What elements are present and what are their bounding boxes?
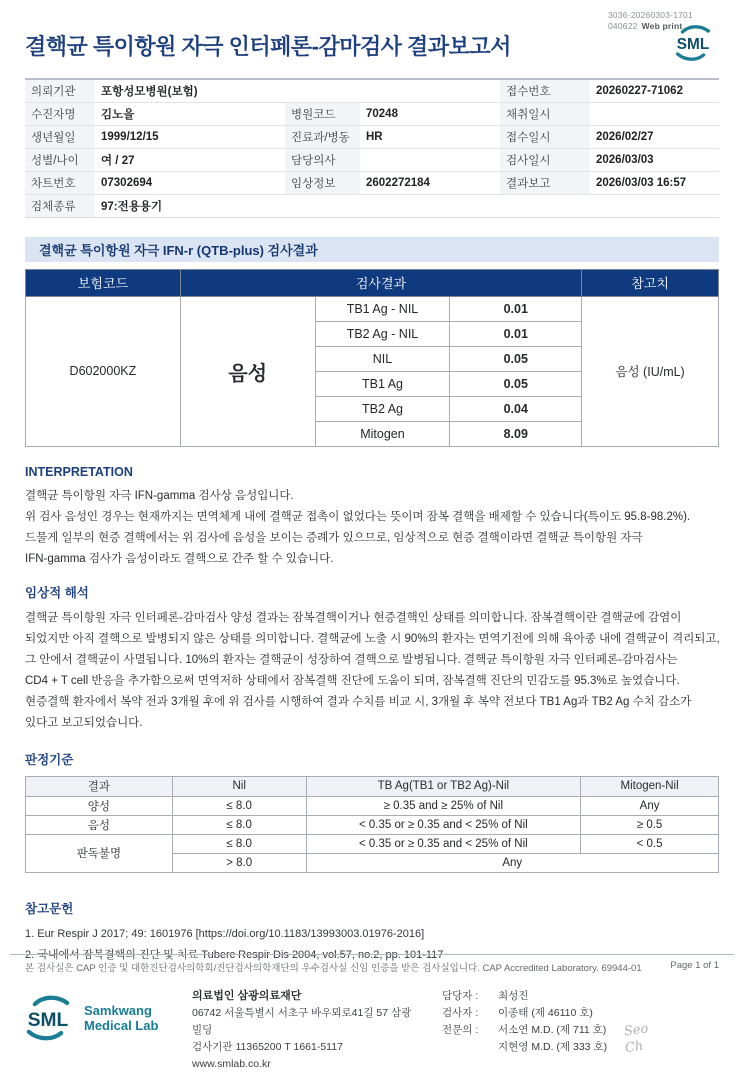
page-title: 결핵균 특이항원 자극 인터페론-감마검사 결과보고서 (25, 34, 511, 59)
criteria-header-result: 결과 (26, 776, 173, 796)
criteria-mitogen: ≥ 0.5 (581, 815, 719, 834)
result-header-reference: 참고치 (582, 269, 719, 296)
sub-test-value: 0.01 (450, 296, 582, 321)
report-footer (0, 954, 744, 1070)
info-value-clinical-info: 2602272184 (360, 171, 500, 194)
criteria-any: Any (306, 853, 718, 872)
staff-role (442, 1039, 490, 1056)
criteria-header-nil: Nil (172, 776, 306, 796)
info-label-hospital-code: 병원코드 (285, 102, 360, 125)
criteria-tbag: < 0.35 or ≥ 0.35 and < 25% of Nil (306, 834, 581, 853)
organization-contact: 검사기관 11365200 T 1661-5117 www.smlab.co.kr (192, 1041, 343, 1070)
info-label-patient-name: 수진자명 (25, 102, 95, 125)
paragraph-line: 드물게 일부의 현증 결핵에서는 위 검사에 음성을 보이는 증례가 있으므로, 임상적으로 현증 결핵이라면 결핵균 특이항원 자극 (25, 531, 643, 544)
reference-cell: 음성 (IU/mL) (582, 296, 719, 446)
sml-footer-logo-svg (18, 992, 78, 1044)
table-row (25, 79, 719, 102)
web-print-label: Web print (641, 21, 683, 31)
table-row (25, 125, 719, 148)
logo-top-arc (35, 998, 67, 1004)
staff-role: 담당자 : (442, 990, 479, 1002)
sub-test-value: 0.05 (450, 346, 582, 371)
criteria-nil: ≤ 8.0 (172, 796, 306, 815)
table-row (26, 796, 719, 815)
staff-row (442, 1022, 649, 1039)
info-value-collection-datetime (590, 102, 719, 125)
patient-info-table (25, 78, 719, 218)
sub-test-name: TB2 Ag (315, 396, 450, 421)
info-value-test-date: 2026/03/03 (590, 148, 719, 171)
logo-bottom-arc (678, 54, 704, 59)
info-label-report-datetime: 결과보고 (500, 171, 590, 194)
criteria-result-negative: 음성 (26, 815, 173, 834)
criteria-mitogen: < 0.5 (581, 834, 719, 853)
logo-text: SML (676, 36, 710, 54)
sml-logo-svg (669, 22, 717, 64)
staff-name: 최성진 (498, 990, 529, 1002)
footer-logo-name-line2: Medical Lab (84, 1018, 159, 1033)
sub-test-name: TB1 Ag - NIL (315, 296, 450, 321)
result-table-header-row (26, 269, 719, 296)
criteria-heading: 판정기준 (25, 752, 74, 767)
certification-text: 본 검사실은 CAP 인증 및 대한진단검사의학회/진단검사의학재단의 우수검사실 신임 인증을 받은 검사실입니다. CAP Accredited Laboratory. 69944-01 (25, 963, 642, 974)
paragraph-line: 결핵균 특이항원 자극 인터페론-감마검사 양성 결과는 잠복결핵이거나 현증결핵인 상태를 의미합니다. 잠복결핵이란 결핵균에 감염이 (25, 611, 682, 624)
document-number: 3036-20260303-1701 (608, 10, 693, 20)
paragraph-line: 현증결핵 환자에서 복약 전과 3개월 후에 위 검사를 시행하여 결과 수치를 비교 시, 3개월 후 복약 전보다 TB1 Ag과 TB2 Ag 수치 감소가 (25, 695, 692, 708)
info-label-birthdate: 생년월일 (25, 125, 95, 148)
organization-address: 06742 서울특별시 서초구 바우뫼로41길 57 삼광빌딩 (192, 1007, 412, 1036)
table-row (26, 815, 719, 834)
paragraph-line: 되었지만 아직 결핵으로 발병되지 않은 상태를 의미합니다. 결핵균에 노출 시 90%의 환자는 면역기전에 의해 육아종 내에 결핵균이 격리되고, (25, 632, 720, 645)
info-value-specimen-type: 97:전용용기 (95, 194, 719, 217)
footer-logo-name (84, 1003, 158, 1033)
staff-name: 지현영 M.D. (제 333 호) (498, 1041, 608, 1053)
print-code: 040622 (608, 21, 638, 31)
sml-logo-icon (669, 22, 717, 69)
info-value-chart-no: 07302694 (95, 171, 285, 194)
criteria-nil: > 8.0 (172, 853, 306, 872)
info-label-test-date: 검사일시 (500, 148, 590, 171)
sub-test-value: 8.09 (450, 421, 582, 446)
info-label-department: 진료과/병동 (285, 125, 360, 148)
info-value-doctor (360, 148, 500, 171)
doctor-signature: Ch (624, 1038, 645, 1057)
paragraph-line: 위 검사 음성인 경우는 현재까지는 면역체계 내에 결핵균 접촉이 없었다는 뜻이며 잠복 결핵을 배제할 수 있습니다(특이도 95.8-98.2%). (25, 510, 691, 523)
criteria-table (25, 776, 719, 873)
info-label-specimen-type: 검체종류 (25, 194, 95, 217)
interpretation-heading: INTERPRETATION (25, 464, 133, 479)
sub-test-value: 0.05 (450, 371, 582, 396)
footer-main (0, 974, 744, 1070)
staff-row (442, 1039, 649, 1056)
criteria-tbag: ≥ 0.35 and ≥ 25% of Nil (306, 796, 581, 815)
clinical-heading: 임상적 해석 (25, 585, 89, 600)
info-value-department: HR (360, 125, 500, 148)
interpretation-paragraph (25, 486, 719, 570)
references-heading: 참고문헌 (25, 901, 74, 916)
certification-row (10, 954, 734, 974)
logo-top-arc (682, 27, 708, 32)
interpretation-section (25, 465, 719, 570)
criteria-section (25, 750, 719, 873)
table-row (25, 171, 719, 194)
paragraph-line: CD4 + T cell 반응을 추가함으로써 면역저하 상태에서 잠복결핵 진단에 도움이 되며, 잠복결핵 진단의 민감도를 95.3%로 높였습니다. (25, 674, 680, 687)
reference-item: 1. Eur Respir J 2017; 49: 1601976 [https://doi.org/10.1183/13993003.01976-2016] (25, 927, 425, 940)
paragraph-line: 그 안에서 결핵균이 사멸됩니다. 10%의 환자는 결핵균이 성장하여 결핵으로 발병됩니다. 결핵균 특이항원 자극 인터페론-감마검사는 (25, 653, 678, 666)
info-value-report-datetime: 2026/03/03 16:57 (590, 171, 719, 194)
sml-footer-logo-icon (18, 992, 178, 1044)
criteria-result-indeterminate: 판독불명 (26, 834, 173, 872)
info-label-collection-datetime: 채취일시 (500, 102, 590, 125)
organization-block (192, 988, 414, 1073)
paragraph-line: 있다고 보고되었습니다. (25, 716, 143, 729)
table-row (26, 834, 719, 853)
result-section-title: 결핵균 특이항원 자극 IFN-r (QTB-plus) 검사결과 (25, 237, 719, 262)
title-row (25, 24, 719, 68)
staff-role: 검사자 : (442, 1007, 479, 1019)
criteria-mitogen: Any (581, 796, 719, 815)
info-value-patient-name: 김노을 (95, 102, 285, 125)
insurance-code-cell: D602000KZ (26, 296, 181, 446)
info-value-sex-age: 여 / 27 (95, 148, 285, 171)
footer-logo-name-line1: Samkwang (84, 1003, 152, 1018)
info-value-receipt-no: 20260227-71062 (596, 84, 683, 97)
criteria-tbag: < 0.35 or ≥ 0.35 and < 25% of Nil (306, 815, 581, 834)
info-label-chart-no: 차트번호 (25, 171, 95, 194)
result-header-test-result: 검사결과 (180, 269, 581, 296)
staff-row (442, 1005, 649, 1022)
sub-test-name: TB2 Ag - NIL (315, 321, 450, 346)
info-label-sex-age: 성별/나이 (25, 148, 95, 171)
clinical-interpretation-section (25, 583, 719, 734)
criteria-header-row (26, 776, 719, 796)
info-value-hospital-code: 70248 (360, 102, 500, 125)
paragraph-line: IFN-gamma 검사가 음성이라도 결핵으로 간주 할 수 있습니다. (25, 552, 334, 565)
sub-test-value: 0.04 (450, 396, 582, 421)
table-row (25, 194, 719, 217)
overall-result-cell: 음성 (180, 296, 315, 446)
info-label-clinical-info: 임상정보 (285, 171, 360, 194)
result-header-insurance-code: 보험코드 (26, 269, 181, 296)
result-table (25, 269, 719, 447)
paragraph-line: 결핵균 특이항원 자극 IFN-gamma 검사상 음성입니다. (25, 489, 294, 502)
reference-item: 2. 국내에서 잠복결핵의 진단 및 치료 Tuberc Respir Dis 2004, vol.57, no.2, pp. 101-117 (25, 948, 444, 961)
logo-bottom-arc (29, 1032, 61, 1038)
clinical-paragraph (25, 608, 719, 734)
staff-name: 이종태 (제 46110 호) (498, 1007, 593, 1019)
staff-row (442, 988, 649, 1005)
table-row (25, 102, 719, 125)
doctor-signature: Seo (623, 1021, 650, 1040)
page-indicator: Page 1 of 1 (670, 960, 719, 971)
staff-name: 서소연 M.D. (제 711 호) (498, 1024, 607, 1036)
criteria-result-positive: 양성 (26, 796, 173, 815)
sub-test-name: Mitogen (315, 421, 450, 446)
info-label-referring-org: 의뢰기관 (25, 79, 95, 102)
table-row (25, 148, 719, 171)
info-value-birthdate: 1999/12/15 (95, 125, 285, 148)
info-value-receipt-date: 2026/02/27 (590, 125, 719, 148)
criteria-nil: ≤ 8.0 (172, 815, 306, 834)
criteria-nil: ≤ 8.0 (172, 834, 306, 853)
sub-test-value: 0.01 (450, 321, 582, 346)
info-value-referring-org: 포항성모병원(보험) (101, 85, 198, 98)
staff-block (442, 988, 649, 1056)
staff-role: 전문의 : (442, 1024, 479, 1036)
organization-name: 의료법인 삼광의료재단 (192, 990, 302, 1002)
criteria-header-mitogen: Mitogen-Nil (581, 776, 719, 796)
sub-test-name: TB1 Ag (315, 371, 450, 396)
info-label-receipt-no: 접수번호 (500, 79, 590, 102)
result-sub-row (26, 296, 719, 321)
logo-text: SML (27, 1009, 69, 1031)
info-label-receipt-date: 접수일시 (500, 125, 590, 148)
info-label-doctor: 담당의사 (285, 148, 360, 171)
criteria-header-tbag: TB Ag(TB1 or TB2 Ag)-Nil (306, 776, 581, 796)
sub-test-name: NIL (315, 346, 450, 371)
